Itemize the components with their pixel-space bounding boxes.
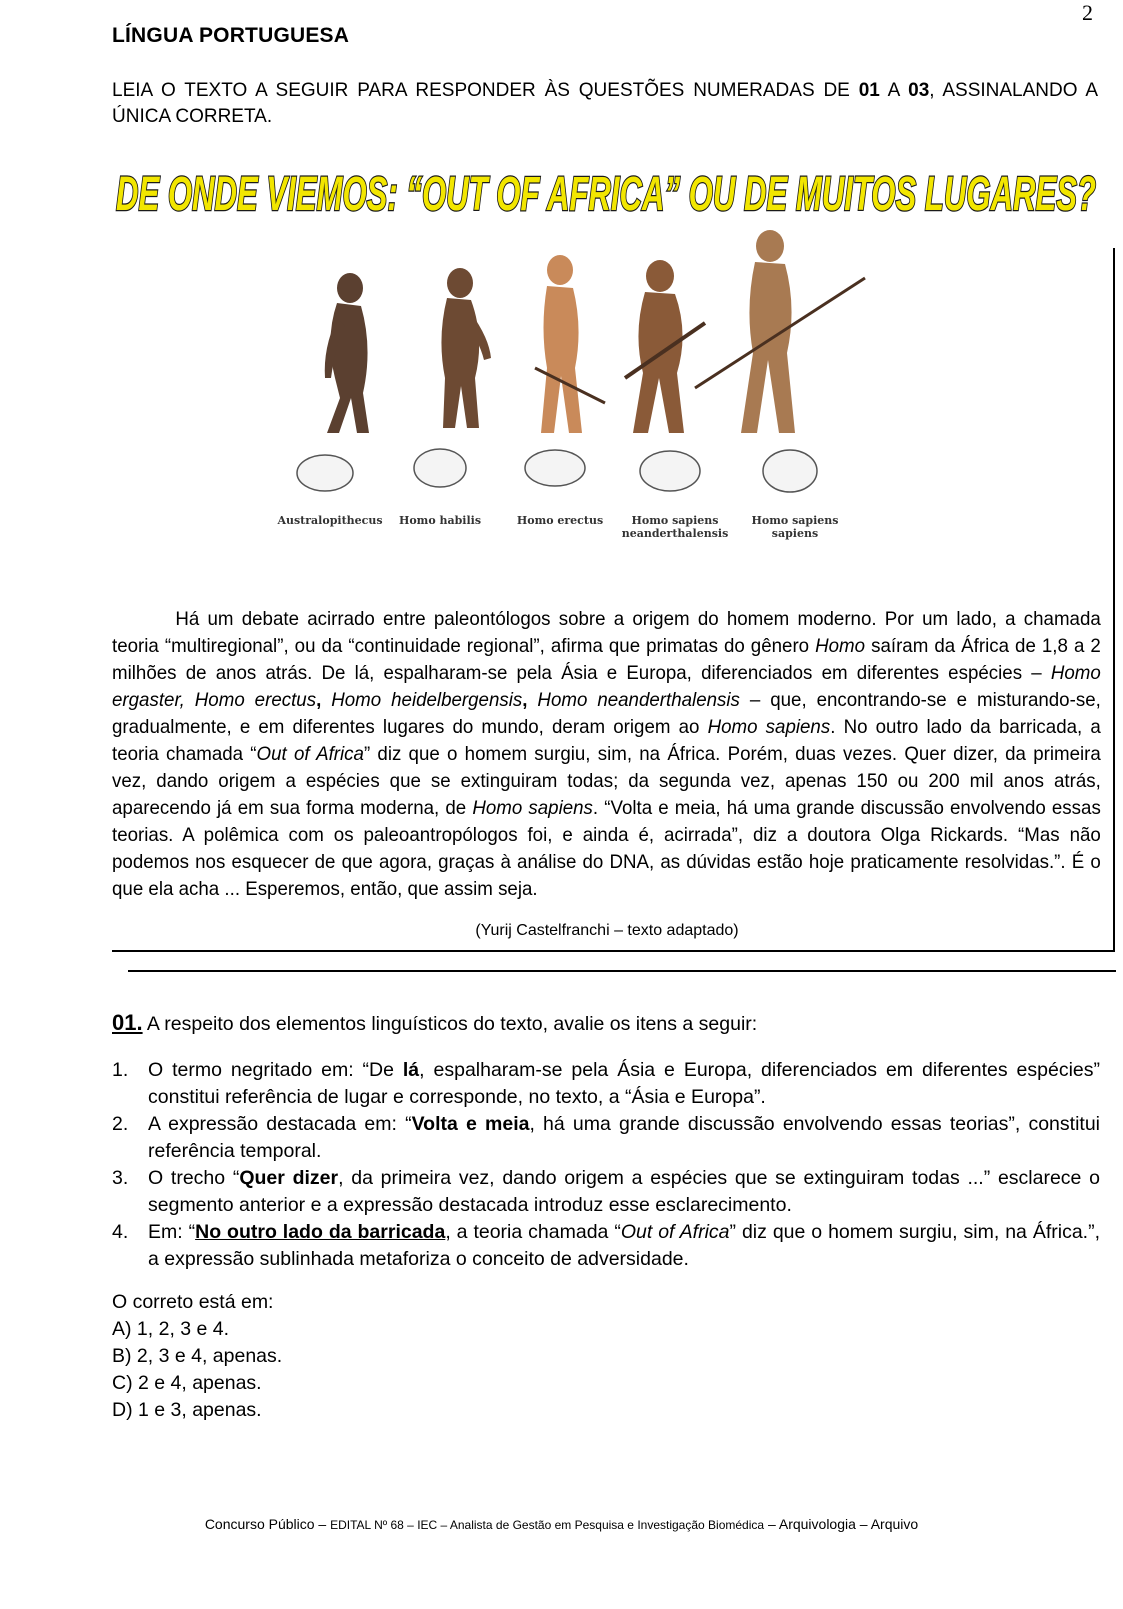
instructions bbox=[112, 78, 1098, 130]
reading-passage bbox=[112, 606, 1101, 903]
label-australopithecus: Australopithecus bbox=[277, 514, 383, 527]
figure-neanderthal bbox=[625, 260, 705, 433]
question-heading bbox=[112, 1010, 757, 1036]
question-item: 4. Em: “No outro lado da barricada, a teoria chamada “Out of Africa” diz que o homem surgiu, sim, na África.”, a expressão sublinhada metaforiza o conceito de adversidade. bbox=[112, 1221, 1100, 1270]
option-b[interactable]: B) 2, 3 e 4, apenas. bbox=[112, 1345, 283, 1367]
question-item: 1. O termo negritado em: “De lá, espalharam-se pela Ásia e Europa, diferenciados em diferentes espécies” constitui referência de lugar e corresponde, no texto, a “Ásia e Europa”. bbox=[112, 1059, 1100, 1108]
instructions-mid: A bbox=[879, 80, 909, 101]
evolution-figures bbox=[265, 228, 875, 558]
instructions-suffix: , ASSINALANDO A ÚNICA CORRETA. bbox=[112, 80, 1098, 127]
label-sapiens-sapiens: Homo sapiens sapiens bbox=[751, 514, 839, 540]
question-item: 2. A expressão destacada em: “Volta e meia, há uma grande discussão envolvendo essas teorias”, constitui referência temporal. bbox=[112, 1113, 1100, 1162]
question-items bbox=[112, 1057, 1100, 1273]
passage-source: (Yurij Castelfranchi – texto adaptado) bbox=[475, 922, 739, 939]
question-stem: A respeito dos elementos linguísticos do texto, avalie os itens a seguir: bbox=[142, 1013, 758, 1035]
label-homo-erectus: Homo erectus bbox=[516, 514, 604, 527]
figure-homo-erectus bbox=[535, 255, 605, 433]
section-title: LÍNGUA PORTUGUESA bbox=[112, 24, 350, 47]
question-item: 3. O trecho “Quer dizer, da primeira vez, dando origem a espécies que se extinguiram todas ...” esclarece o segmento anterior e a expressão destacada introduz esse esclarecimento. bbox=[112, 1167, 1100, 1216]
page-footer: Concurso Público – EDITAL Nº 68 – IEC – Analista de Gestão em Pesquisa e Investigação Biomédica – Arquivologia – Arquivo bbox=[204, 1516, 919, 1532]
frame-bottom-border bbox=[112, 950, 1115, 952]
option-a[interactable]: A) 1, 2, 3 e 4. bbox=[112, 1318, 230, 1340]
headline-graphic bbox=[112, 162, 1102, 222]
headline-text: DE ONDE VIEMOS: “OUT OF AFRICA” OU DE MUITOS LUGARES? bbox=[116, 168, 1096, 221]
instructions-to: 03 bbox=[908, 80, 930, 101]
answer-prompt: O correto está em: bbox=[112, 1291, 274, 1313]
question-number: 01. bbox=[112, 1010, 143, 1035]
label-homo-habilis: Homo habilis bbox=[398, 514, 482, 527]
separator-line bbox=[128, 970, 1116, 972]
label-neanderthalensis: Homo sapiens neanderthalensis bbox=[621, 514, 729, 540]
skull-row bbox=[297, 449, 817, 492]
instructions-from: 01 bbox=[858, 80, 880, 101]
figure-australopithecus bbox=[325, 273, 369, 433]
evolution-illustration bbox=[265, 228, 875, 558]
answer-options bbox=[112, 1316, 282, 1424]
passage-paragraph: Há um debate acirrado entre paleontólogos sobre a origem do homem moderno. Por um lado, a chamada teoria “multiregional”, ou da “continuidade regional”, afirma que primatas do gênero Homo saíram da África de 1,8 a 2 milhões de anos atrás. De lá, espalharam-se pela Ásia e Europa, diferenciados em diferentes espécies – Homo ergaster, Homo erectus, Homo heidelbergensis, Homo neanderthalensis – que, encontrando-se e misturando-se, gradualmente, e em diferentes lugares do mundo, deram origem ao Homo sapiens. No outro lado da barricada, a teoria chamada “Out of Africa” diz que o homem surgiu, sim, na África. Porém, duas vezes. Quer dizer, da primeira vez, dando origem a espécies que se extinguiram todas; da segunda vez, apenas 150 ou 200 mil anos atrás, aparecendo já em sua forma moderna, de Homo sapiens. “Volta e meia, há uma grande discussão envolvendo essas teorias. A polêmica com os paleoantropólogos foi, e ainda é, acirrada”, diz a doutora Olga Rickards. “Mas não podemos nos esquecer de que agora, graças à análise do DNA, as dúvidas estão hoje praticamente resolvidas.”. É o que ela acha ... Esperemos, então, que assim seja. bbox=[112, 608, 1101, 900]
instructions-prefix: LEIA O TEXTO A SEGUIR PARA RESPONDER ÀS QUESTÕES NUMERADAS DE bbox=[112, 80, 859, 101]
page-number: 2 bbox=[1082, 0, 1093, 25]
frame-right-border bbox=[1113, 248, 1115, 950]
headline bbox=[112, 162, 1102, 222]
figure-homo-sapiens bbox=[695, 230, 865, 433]
figure-homo-habilis bbox=[441, 268, 491, 428]
option-c[interactable]: C) 2 e 4, apenas. bbox=[112, 1372, 262, 1394]
option-d[interactable]: D) 1 e 3, apenas. bbox=[112, 1399, 262, 1421]
